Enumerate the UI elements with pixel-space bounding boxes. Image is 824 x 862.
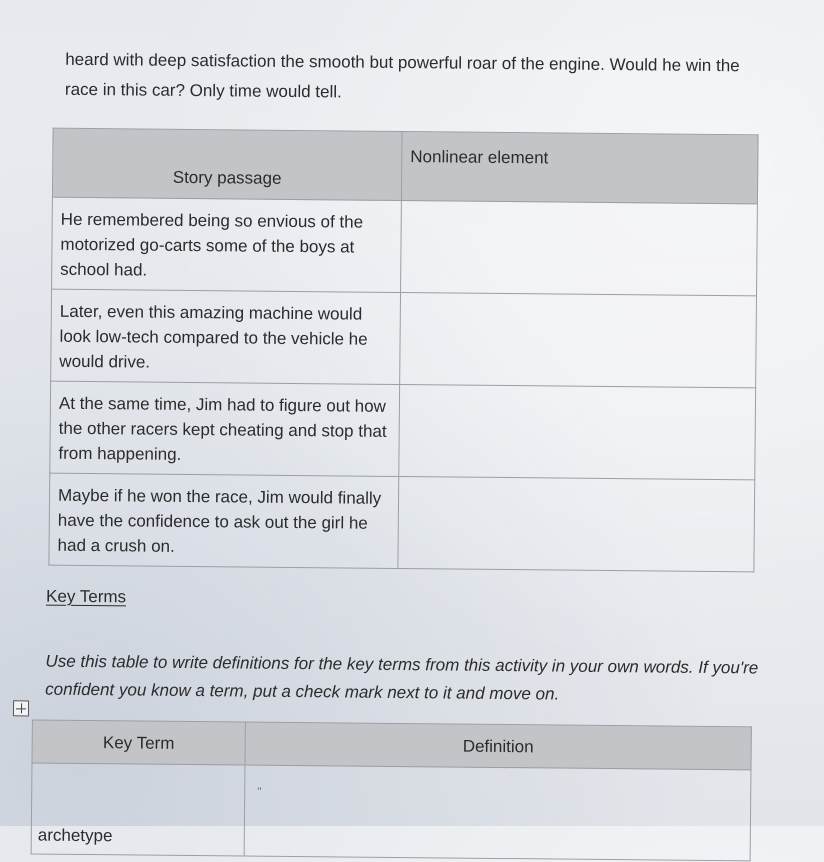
key-terms-table (31, 719, 752, 861)
definition-cell[interactable]: " (244, 765, 751, 861)
nonlinear-element-cell[interactable] (400, 293, 757, 388)
header-story-passage: Story passage (52, 128, 402, 200)
key-term-cell[interactable]: archetype (31, 763, 245, 856)
table-row (50, 381, 756, 480)
intro-paragraph: heard with deep satisfaction the smooth but powerful roar of the engine. Would he win the race in this car? Only time would tell. (64, 49, 740, 102)
header-key-term: Key Term (32, 720, 245, 765)
table-row (51, 289, 757, 388)
key-table-header-row (32, 720, 751, 770)
story-passage-cell[interactable]: At the same time, Jim had to figure out how the other racers kept cheating and stop that from happening. (50, 381, 400, 476)
key-terms-instructions: Use this table to write definitions for the key terms from this activity in your own words. If you're confident you know a term, put a check mark next to it and move on. (45, 651, 759, 704)
move-table-icon[interactable] (13, 700, 29, 716)
nonlinear-element-cell[interactable] (398, 476, 755, 571)
nonlinear-element-cell[interactable] (401, 201, 758, 296)
story-passage-cell[interactable]: He remembered being so envious of the motorized go-carts some of the boys at school had. (52, 197, 402, 292)
header-nonlinear-element: Nonlinear element (401, 132, 758, 204)
story-passage-cell[interactable]: Maybe if he won the race, Jim would finally have the confidence to ask out the girl he had a crush on. (49, 473, 399, 568)
story-table-header-row (52, 128, 758, 204)
table-row (52, 197, 758, 296)
key-terms-heading: Key Terms (46, 586, 127, 607)
story-passage-table (48, 128, 758, 573)
table-row (31, 763, 751, 861)
nonlinear-element-cell[interactable] (399, 384, 756, 479)
table-row (49, 473, 755, 572)
story-passage-cell[interactable]: Later, even this amazing machine would look low-tech compared to the vehicle he would drive. (51, 289, 401, 384)
header-definition: Definition (245, 722, 751, 770)
